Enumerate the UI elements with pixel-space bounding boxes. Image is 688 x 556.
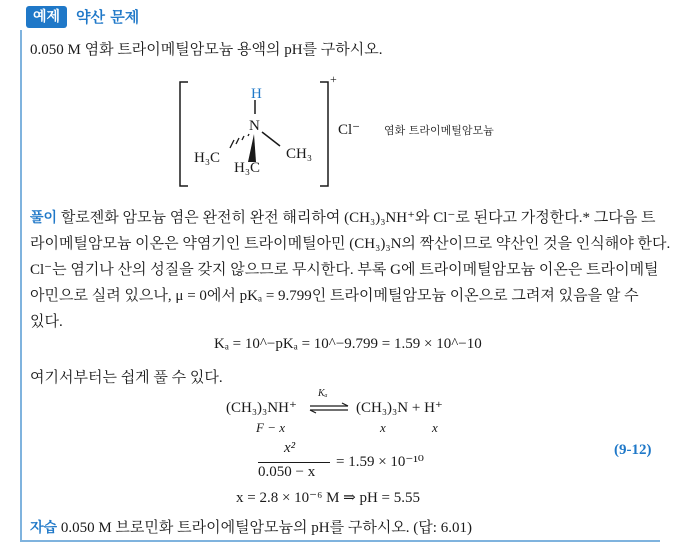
struct-anion: Cl⁻ <box>338 122 361 138</box>
reaction-arrow-label: Kₐ <box>318 388 328 399</box>
solution-line-1 <box>30 208 655 228</box>
conc-left: F − x <box>256 420 285 435</box>
bottom-accent-bar <box>20 540 660 542</box>
struct-n: N <box>249 118 260 134</box>
conc-right: x <box>432 420 438 435</box>
equilibrium-arrow-icon <box>308 402 350 414</box>
solution-text-1: 할로젠화 암모늄 염은 완전히 완전 해리하여 (CH₃)₃NH⁺와 Cl⁻로 된다고 가정한다.* 그다음 트 <box>60 210 656 226</box>
conc-mid: x <box>380 420 386 435</box>
ka-equation: Kₐ = 10^−pKₐ = 10^−9.799 = 1.59 × 10^−10 <box>214 336 482 352</box>
solution-line-5: 있다. <box>30 314 63 330</box>
solution-line-3: Cl⁻는 염기나 산의 성질을 갖지 않으므로 무시한다. 부록 G에 트라이메틸암모늄 이온은 트라이메틸 <box>30 262 659 278</box>
struct-h: H <box>251 86 262 102</box>
reaction-right: (CH₃)₃N + H⁺ <box>356 400 443 416</box>
solution-label: 풀이 <box>30 210 58 226</box>
practice-label: 자습 <box>30 520 58 536</box>
fraction-denominator: 0.050 − x <box>258 464 316 480</box>
problem-text: 0.050 M 염화 트라이메틸암모늄 용액의 pH를 구하시오. <box>30 42 383 58</box>
easy-text: 여기서부터는 쉽게 풀 수 있다. <box>30 370 223 386</box>
left-accent-bar <box>20 30 22 542</box>
example-title: 약산 문제 <box>76 8 140 26</box>
reaction-left: (CH₃)₃NH⁺ <box>226 400 297 416</box>
struct-left-group: H₃C <box>194 150 221 166</box>
practice-text: 0.050 M 브로민화 트라이에틸암모늄의 pH를 구하시오. (답: 6.01) <box>60 520 472 536</box>
struct-right-group: CH₃ <box>286 146 313 162</box>
solution-line-2: 라이메틸암모늄 이온은 약염기인 트라이메틸아민 (CH₃)₃N의 짝산이므로 약산인 것을 인식해야 한다. <box>30 236 671 252</box>
example-badge: 예제 <box>26 6 67 28</box>
struct-charge: + <box>330 72 337 86</box>
fraction-numerator: x² <box>284 440 296 456</box>
result-equation: x = 2.8 × 10⁻⁶ M ⇒ pH = 5.55 <box>236 490 421 506</box>
struct-caption: 염화 트라이메틸암모늄 <box>384 124 494 137</box>
struct-bottom-group: H₃C <box>234 160 261 176</box>
fraction-bar <box>258 462 330 463</box>
equation-number: (9-12) <box>614 442 652 458</box>
solution-line-4: 아민으로 실려 있으나, μ = 0에서 pKₐ = 9.799인 트라이메틸암모늄 이온으로 그려져 있음을 알 수 <box>30 288 639 304</box>
fraction-rhs: = 1.59 × 10⁻¹⁰ <box>336 454 424 470</box>
practice-line <box>30 518 472 538</box>
